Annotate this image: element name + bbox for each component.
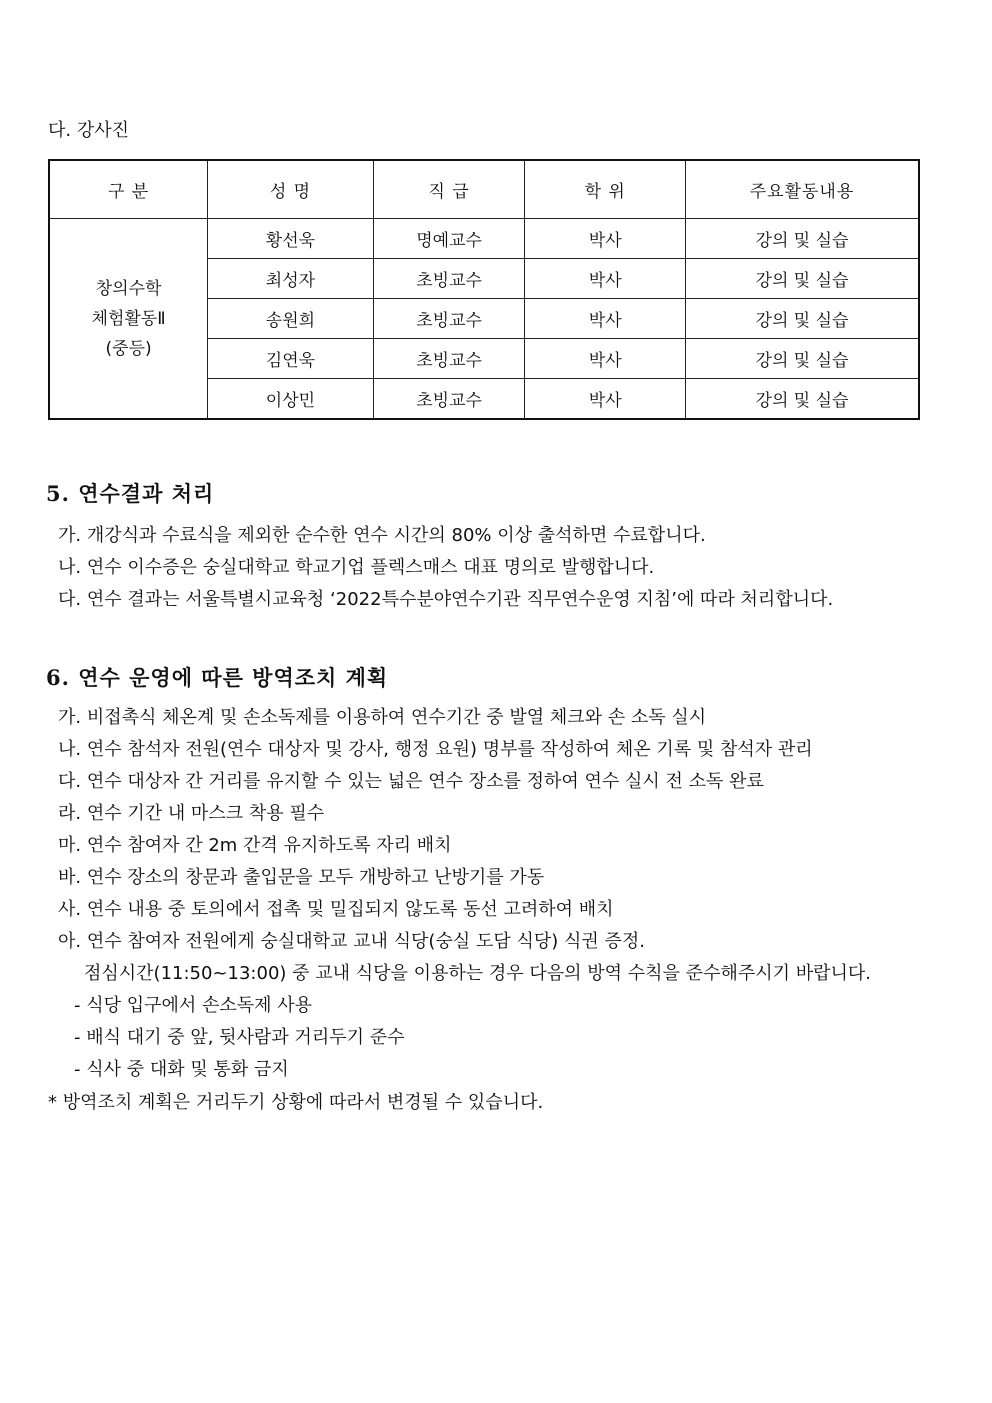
instructor-activity: 강의 및 실습 — [686, 339, 919, 379]
instructor-degree: 박사 — [525, 259, 686, 299]
instructor-degree: 박사 — [525, 379, 686, 420]
list-item: 다. 연수 결과는 서울특별시교육청 ‘2022특수분야연수기관 직무연수운영 지침’에 따라 처리합니다. — [58, 589, 834, 610]
rule-item: - 식사 중 대화 및 통화 금지 — [74, 1059, 289, 1080]
instructor-name: 황선욱 — [208, 219, 374, 259]
instructor-rank: 명예교수 — [373, 219, 525, 259]
header-degree: 학 위 — [525, 160, 686, 219]
list-item: 아. 연수 참여자 전원에게 숭실대학교 교내 식당(숭실 도담 식당) 식권 증정. — [58, 931, 645, 952]
list-item: 나. 연수 이수증은 숭실대학교 학교기업 플렉스매스 대표 명의로 발행합니다. — [58, 557, 655, 578]
instructor-activity: 강의 및 실습 — [686, 219, 919, 259]
instructor-degree: 박사 — [525, 299, 686, 339]
list-item: 가. 비접촉식 체온계 및 손소독제를 이용하여 연수기간 중 발열 체크와 손 소독 실시 — [58, 707, 707, 728]
instructor-rank: 초빙교수 — [373, 379, 525, 420]
category-line: 창의수학 — [95, 278, 162, 299]
list-item: 바. 연수 장소의 창문과 출입문을 모두 개방하고 난방기를 가동 — [58, 867, 545, 888]
instructor-name: 최성자 — [208, 259, 374, 299]
header-name: 성 명 — [208, 160, 374, 219]
instructor-rank: 초빙교수 — [373, 299, 525, 339]
rule-item: - 배식 대기 중 앞, 뒷사람과 거리두기 준수 — [74, 1027, 405, 1048]
instructor-degree: 박사 — [525, 219, 686, 259]
table-header-row — [49, 160, 919, 219]
list-item: 사. 연수 내용 중 토의에서 접촉 및 밀집되지 않도록 동선 고려하여 배치 — [58, 899, 614, 920]
list-item: 마. 연수 참여자 간 2m 간격 유지하도록 자리 배치 — [58, 835, 452, 856]
instructor-activity: 강의 및 실습 — [686, 259, 919, 299]
header-category: 구 분 — [49, 160, 208, 219]
list-item: 나. 연수 참석자 전원(연수 대상자 및 강사, 행정 요원) 명부를 작성하여 체온 기록 및 참석자 관리 — [58, 739, 813, 760]
footnote: * 방역조치 계획은 거리두기 상황에 따라서 변경될 수 있습니다. — [48, 1092, 544, 1113]
section6-title: 6. 연수 운영에 따른 방역조치 계획 — [46, 665, 389, 690]
section5-list — [58, 520, 833, 616]
instructor-rank: 초빙교수 — [373, 259, 525, 299]
rule-item: - 식당 입구에서 손소독제 사용 — [74, 995, 313, 1016]
lunch-note: 점심시간(11:50~13:00) 중 교내 식당을 이용하는 경우 다음의 방역 수칙을 준수해주시기 바랍니다. — [84, 963, 871, 984]
instructors-heading: 다. 강사진 — [48, 120, 129, 141]
instructor-degree: 박사 — [525, 339, 686, 379]
list-item: 라. 연수 기간 내 마스크 착용 필수 — [58, 803, 325, 824]
instructor-name: 김연욱 — [208, 339, 374, 379]
instructors-table — [48, 159, 920, 420]
instructor-activity: 강의 및 실습 — [686, 299, 919, 339]
category-line: (중등) — [105, 338, 152, 359]
section6-list — [58, 702, 871, 1086]
instructor-name: 송원희 — [208, 299, 374, 339]
header-activity: 주요활동내용 — [686, 160, 919, 219]
header-rank: 직 급 — [373, 160, 525, 219]
table-row — [49, 219, 919, 259]
section5-title: 5. 연수결과 처리 — [46, 481, 215, 506]
list-item: 다. 연수 대상자 간 거리를 유지할 수 있는 넓은 연수 장소를 정하여 연수 실시 전 소독 완료 — [58, 771, 764, 792]
list-item: 가. 개강식과 수료식을 제외한 순수한 연수 시간의 80% 이상 출석하면 수료합니다. — [58, 525, 706, 546]
instructor-rank: 초빙교수 — [373, 339, 525, 379]
category-line: 체험활동Ⅱ — [91, 308, 166, 329]
instructor-name: 이상민 — [208, 379, 374, 420]
category-cell — [49, 219, 208, 420]
instructor-activity: 강의 및 실습 — [686, 379, 919, 420]
